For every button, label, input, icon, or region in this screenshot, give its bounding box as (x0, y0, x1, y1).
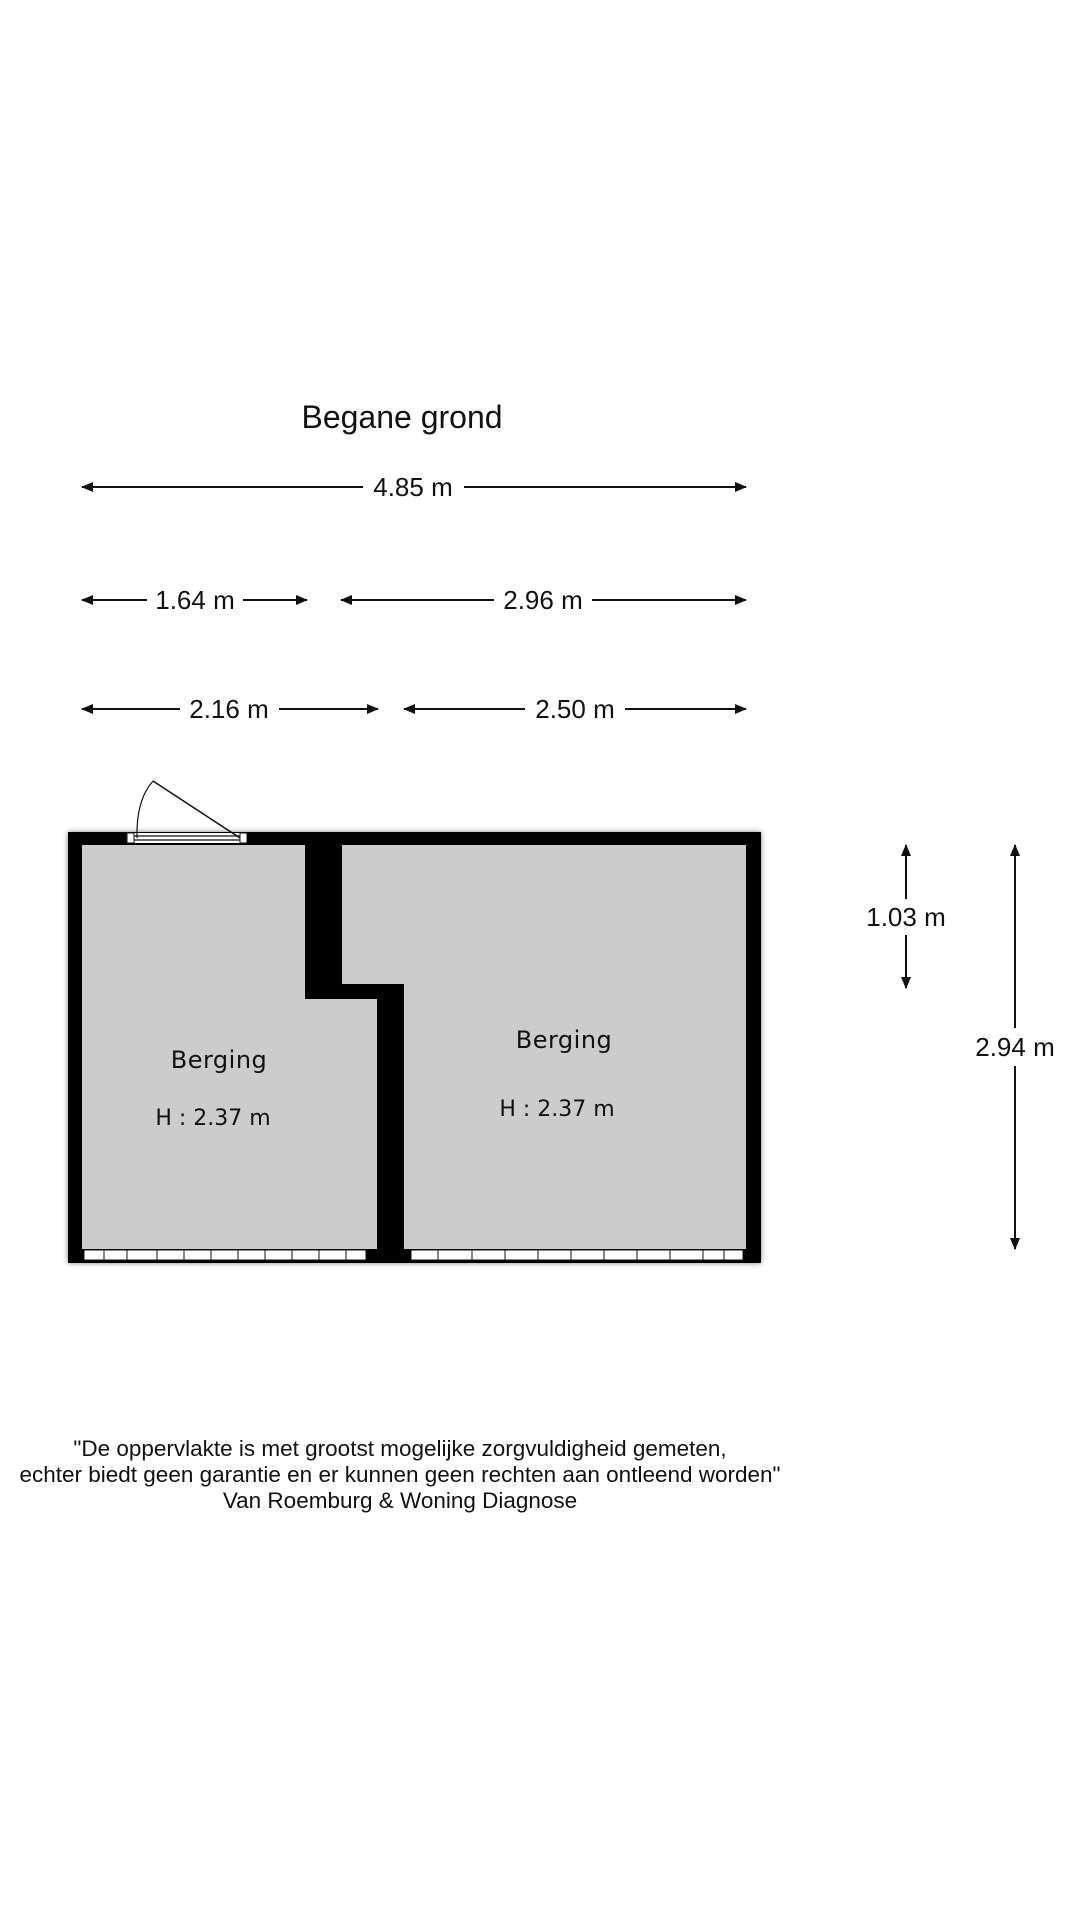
floor-title: Begane grond (301, 399, 503, 435)
disclaimer (0, 1436, 800, 1514)
dimension-overall-width (82, 472, 746, 502)
dimension-label-bottom-left: 2.16 m (189, 694, 269, 724)
window-left (84, 1250, 366, 1260)
disclaimer-line-1: "De oppervlakte is met grootst mogelijke zorgvuldigheid gemeten, (73, 1436, 727, 1461)
dimension-label-top-left: 1.64 m (155, 585, 235, 615)
dimension-top-left (82, 585, 307, 615)
dimension-label-bottom-right: 2.50 m (535, 694, 615, 724)
dimension-label-top-right: 2.96 m (503, 585, 583, 615)
disclaimer-line-3: Van Roemburg & Woning Diagnose (222, 1488, 578, 1513)
dimension-overall-height (975, 845, 1055, 1249)
dimension-label-overall-width: 4.85 m (373, 472, 453, 502)
dimension-label-offset-height: 1.03 m (866, 902, 946, 932)
room-height-right: H : 2.37 m (499, 1097, 615, 1122)
dimension-bottom-left (82, 694, 378, 724)
dimension-bottom-right (404, 694, 746, 724)
dimension-top-right (341, 585, 746, 615)
window-right (411, 1250, 743, 1260)
door (127, 781, 247, 843)
room-name-left: Berging (170, 1046, 268, 1074)
room-height-left: H : 2.37 m (155, 1106, 271, 1131)
dimension-label-overall-height: 2.94 m (975, 1032, 1055, 1062)
disclaimer-line-2: echter biedt geen garantie en er kunnen geen rechten aan ontleend worden" (19, 1462, 781, 1487)
room-name-right: Berging (515, 1026, 613, 1054)
dimension-offset-height (866, 845, 946, 988)
